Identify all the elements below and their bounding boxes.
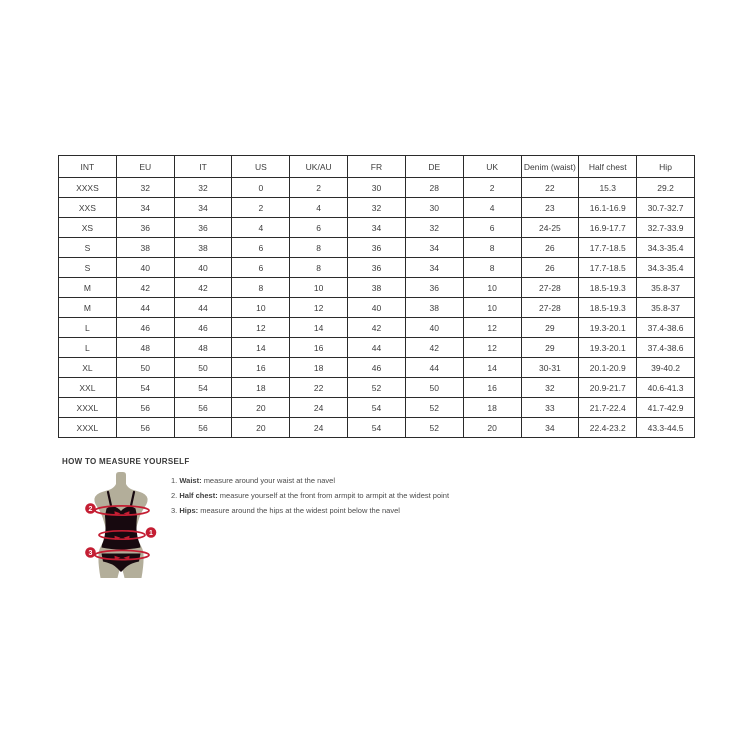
table-cell: 40 [116, 258, 174, 278]
instruction-waist [171, 476, 449, 491]
badge-half-chest [85, 503, 96, 514]
table-cell: 35.8-37 [637, 298, 695, 318]
table-cell: 33 [521, 398, 579, 418]
table-cell: 6 [463, 218, 521, 238]
table-cell: 50 [174, 358, 232, 378]
table-cell: 40 [348, 298, 406, 318]
table-cell: 34.3-35.4 [637, 238, 695, 258]
table-cell: 24 [290, 418, 348, 438]
table-cell: 22 [290, 378, 348, 398]
instruction-text: measure around your waist at the navel [203, 476, 336, 485]
table-cell: 29 [521, 338, 579, 358]
table-cell: 34 [405, 258, 463, 278]
table-cell: 26 [521, 238, 579, 258]
instruction-number: 2. [171, 491, 178, 500]
instruction-number: 3. [171, 506, 178, 515]
table-cell: 6 [232, 238, 290, 258]
table-cell: S [59, 258, 117, 278]
table-cell: 34 [174, 198, 232, 218]
table-cell: M [59, 278, 117, 298]
instruction-label: Hips: [179, 506, 199, 515]
table-cell: 19.3-20.1 [579, 318, 637, 338]
table-row [59, 378, 695, 398]
table-cell: 10 [463, 278, 521, 298]
table-cell: 32 [348, 198, 406, 218]
table-cell: M [59, 298, 117, 318]
table-row [59, 358, 695, 378]
table-cell: 6 [232, 258, 290, 278]
table-cell: 36 [405, 278, 463, 298]
table-cell: 43.3-44.5 [637, 418, 695, 438]
table-cell: 56 [116, 398, 174, 418]
table-cell: 12 [463, 338, 521, 358]
table-body [59, 178, 695, 438]
table-cell: 8 [290, 238, 348, 258]
table-cell: 34.3-35.4 [637, 258, 695, 278]
table-cell: 24-25 [521, 218, 579, 238]
table-cell: L [59, 338, 117, 358]
table-cell: 18 [290, 358, 348, 378]
table-cell: 41.7-42.9 [637, 398, 695, 418]
table-cell: 14 [232, 338, 290, 358]
svg-text:3: 3 [88, 550, 93, 557]
table-cell: 38 [174, 238, 232, 258]
table-cell: 17.7-18.5 [579, 258, 637, 278]
table-cell: 8 [232, 278, 290, 298]
table-cell: 14 [290, 318, 348, 338]
table-cell: 34 [405, 238, 463, 258]
column-header: US [232, 156, 290, 178]
table-row [59, 298, 695, 318]
table-cell: XXXL [59, 398, 117, 418]
table-row [59, 338, 695, 358]
table-cell: 37.4-38.6 [637, 338, 695, 358]
table-cell: 39-40.2 [637, 358, 695, 378]
table-cell: 46 [348, 358, 406, 378]
table-cell: 20 [463, 418, 521, 438]
column-header: IT [174, 156, 232, 178]
table-cell: 44 [116, 298, 174, 318]
table-cell: 21.7-22.4 [579, 398, 637, 418]
table-cell: 20 [232, 398, 290, 418]
table-cell: 56 [174, 398, 232, 418]
column-header: Half chest [579, 156, 637, 178]
size-chart-table [58, 155, 695, 438]
table-cell: 8 [290, 258, 348, 278]
table-cell: 42 [405, 338, 463, 358]
table-cell: XXXS [59, 178, 117, 198]
table-cell: 16 [290, 338, 348, 358]
table-cell: 26 [521, 258, 579, 278]
table-cell: 50 [116, 358, 174, 378]
table-cell: 24 [290, 398, 348, 418]
table-cell: 2 [290, 178, 348, 198]
column-header: INT [59, 156, 117, 178]
table-row [59, 178, 695, 198]
column-header: Denim (waist) [521, 156, 579, 178]
measure-section-title: HOW TO MEASURE YOURSELF [62, 457, 190, 466]
table-cell: 0 [232, 178, 290, 198]
svg-text:2: 2 [88, 506, 93, 513]
table-cell: 36 [116, 218, 174, 238]
badge-waist [146, 527, 157, 538]
table-cell: 4 [463, 198, 521, 218]
table-cell: 48 [116, 338, 174, 358]
table-cell: 42 [116, 278, 174, 298]
table-cell: L [59, 318, 117, 338]
table-cell: XL [59, 358, 117, 378]
table-cell: 40.6-41.3 [637, 378, 695, 398]
measurement-figure-illustration [70, 468, 170, 583]
table-cell: 27-28 [521, 298, 579, 318]
table-cell: 32 [405, 218, 463, 238]
table-cell: 56 [116, 418, 174, 438]
table-cell: 32 [521, 378, 579, 398]
table-cell: 16 [232, 358, 290, 378]
table-cell: 12 [232, 318, 290, 338]
table-cell: 30-31 [521, 358, 579, 378]
table-cell: 12 [463, 318, 521, 338]
table-cell: 19.3-20.1 [579, 338, 637, 358]
table-cell: 38 [405, 298, 463, 318]
table-cell: 16.1-16.9 [579, 198, 637, 218]
table-cell: 16.9-17.7 [579, 218, 637, 238]
table-cell: 44 [405, 358, 463, 378]
instruction-label: Half chest: [179, 491, 218, 500]
table-cell: 38 [348, 278, 406, 298]
table-cell: 52 [405, 418, 463, 438]
table-cell: 18.5-19.3 [579, 298, 637, 318]
table-cell: 22.4-23.2 [579, 418, 637, 438]
table-cell: 50 [405, 378, 463, 398]
measure-instructions-list [171, 476, 449, 521]
table-cell: 54 [348, 398, 406, 418]
table-cell: 36 [348, 238, 406, 258]
table-cell: 42 [174, 278, 232, 298]
table-cell: 27-28 [521, 278, 579, 298]
table-row [59, 218, 695, 238]
table-cell: 15.3 [579, 178, 637, 198]
table-cell: 40 [405, 318, 463, 338]
table-cell: 12 [290, 298, 348, 318]
table-cell: 48 [174, 338, 232, 358]
table-cell: 44 [348, 338, 406, 358]
table-cell: 29 [521, 318, 579, 338]
table-cell: 18 [232, 378, 290, 398]
table-cell: 14 [463, 358, 521, 378]
table-cell: 34 [348, 218, 406, 238]
instruction-text: measure yourself at the front from armpit to armpit at the widest point [219, 491, 450, 500]
table-cell: 18.5-19.3 [579, 278, 637, 298]
table-row [59, 398, 695, 418]
svg-text:1: 1 [149, 530, 153, 537]
table-cell: 6 [290, 218, 348, 238]
table-cell: 10 [290, 278, 348, 298]
table-row [59, 278, 695, 298]
column-header: DE [405, 156, 463, 178]
table-cell: 52 [348, 378, 406, 398]
table-cell: 54 [116, 378, 174, 398]
table-cell: 32 [174, 178, 232, 198]
table-cell: 30.7-32.7 [637, 198, 695, 218]
table-cell: 42 [348, 318, 406, 338]
table-row [59, 258, 695, 278]
table-cell: 8 [463, 238, 521, 258]
table-row [59, 238, 695, 258]
table-cell: 20 [232, 418, 290, 438]
table-cell: XXXL [59, 418, 117, 438]
table-cell: 28 [405, 178, 463, 198]
table-cell: 36 [174, 218, 232, 238]
table-row [59, 318, 695, 338]
table-cell: 36 [348, 258, 406, 278]
badge-hips [85, 547, 96, 558]
table-cell: 44 [174, 298, 232, 318]
table-cell: 23 [521, 198, 579, 218]
table-cell: 35.8-37 [637, 278, 695, 298]
table-cell: 10 [232, 298, 290, 318]
table-cell: 18 [463, 398, 521, 418]
table-row [59, 198, 695, 218]
instruction-text: measure around the hips at the widest point below the navel [200, 506, 400, 515]
column-header: Hip [637, 156, 695, 178]
table-cell: S [59, 238, 117, 258]
column-header: FR [348, 156, 406, 178]
table-cell: 34 [116, 198, 174, 218]
table-cell: 16 [463, 378, 521, 398]
table-cell: 32.7-33.9 [637, 218, 695, 238]
table-cell: 32 [116, 178, 174, 198]
table-row [59, 418, 695, 438]
instruction-half-chest [171, 491, 449, 506]
table-cell: XS [59, 218, 117, 238]
table-cell: 52 [405, 398, 463, 418]
table-cell: XXS [59, 198, 117, 218]
table-cell: 20.9-21.7 [579, 378, 637, 398]
table-cell: 30 [348, 178, 406, 198]
table-cell: 46 [174, 318, 232, 338]
table-cell: 54 [348, 418, 406, 438]
table-header-row [59, 156, 695, 178]
column-header: UK [463, 156, 521, 178]
table-cell: 29.2 [637, 178, 695, 198]
table-cell: 38 [116, 238, 174, 258]
table-cell: 46 [116, 318, 174, 338]
table-cell: 10 [463, 298, 521, 318]
table-cell: 37.4-38.6 [637, 318, 695, 338]
table-cell: 2 [463, 178, 521, 198]
table-cell: 40 [174, 258, 232, 278]
column-header: EU [116, 156, 174, 178]
table-cell: 8 [463, 258, 521, 278]
table-cell: 34 [521, 418, 579, 438]
instruction-hips [171, 506, 449, 521]
camisole-top [102, 507, 141, 550]
table-cell: XXL [59, 378, 117, 398]
table-cell: 22 [521, 178, 579, 198]
table-cell: 2 [232, 198, 290, 218]
table-cell: 20.1-20.9 [579, 358, 637, 378]
table-cell: 30 [405, 198, 463, 218]
table-cell: 4 [232, 218, 290, 238]
table-cell: 17.7-18.5 [579, 238, 637, 258]
table-cell: 56 [174, 418, 232, 438]
table-cell: 54 [174, 378, 232, 398]
instruction-label: Waist: [179, 476, 202, 485]
instruction-number: 1. [171, 476, 178, 485]
column-header: UK/AU [290, 156, 348, 178]
table-cell: 4 [290, 198, 348, 218]
